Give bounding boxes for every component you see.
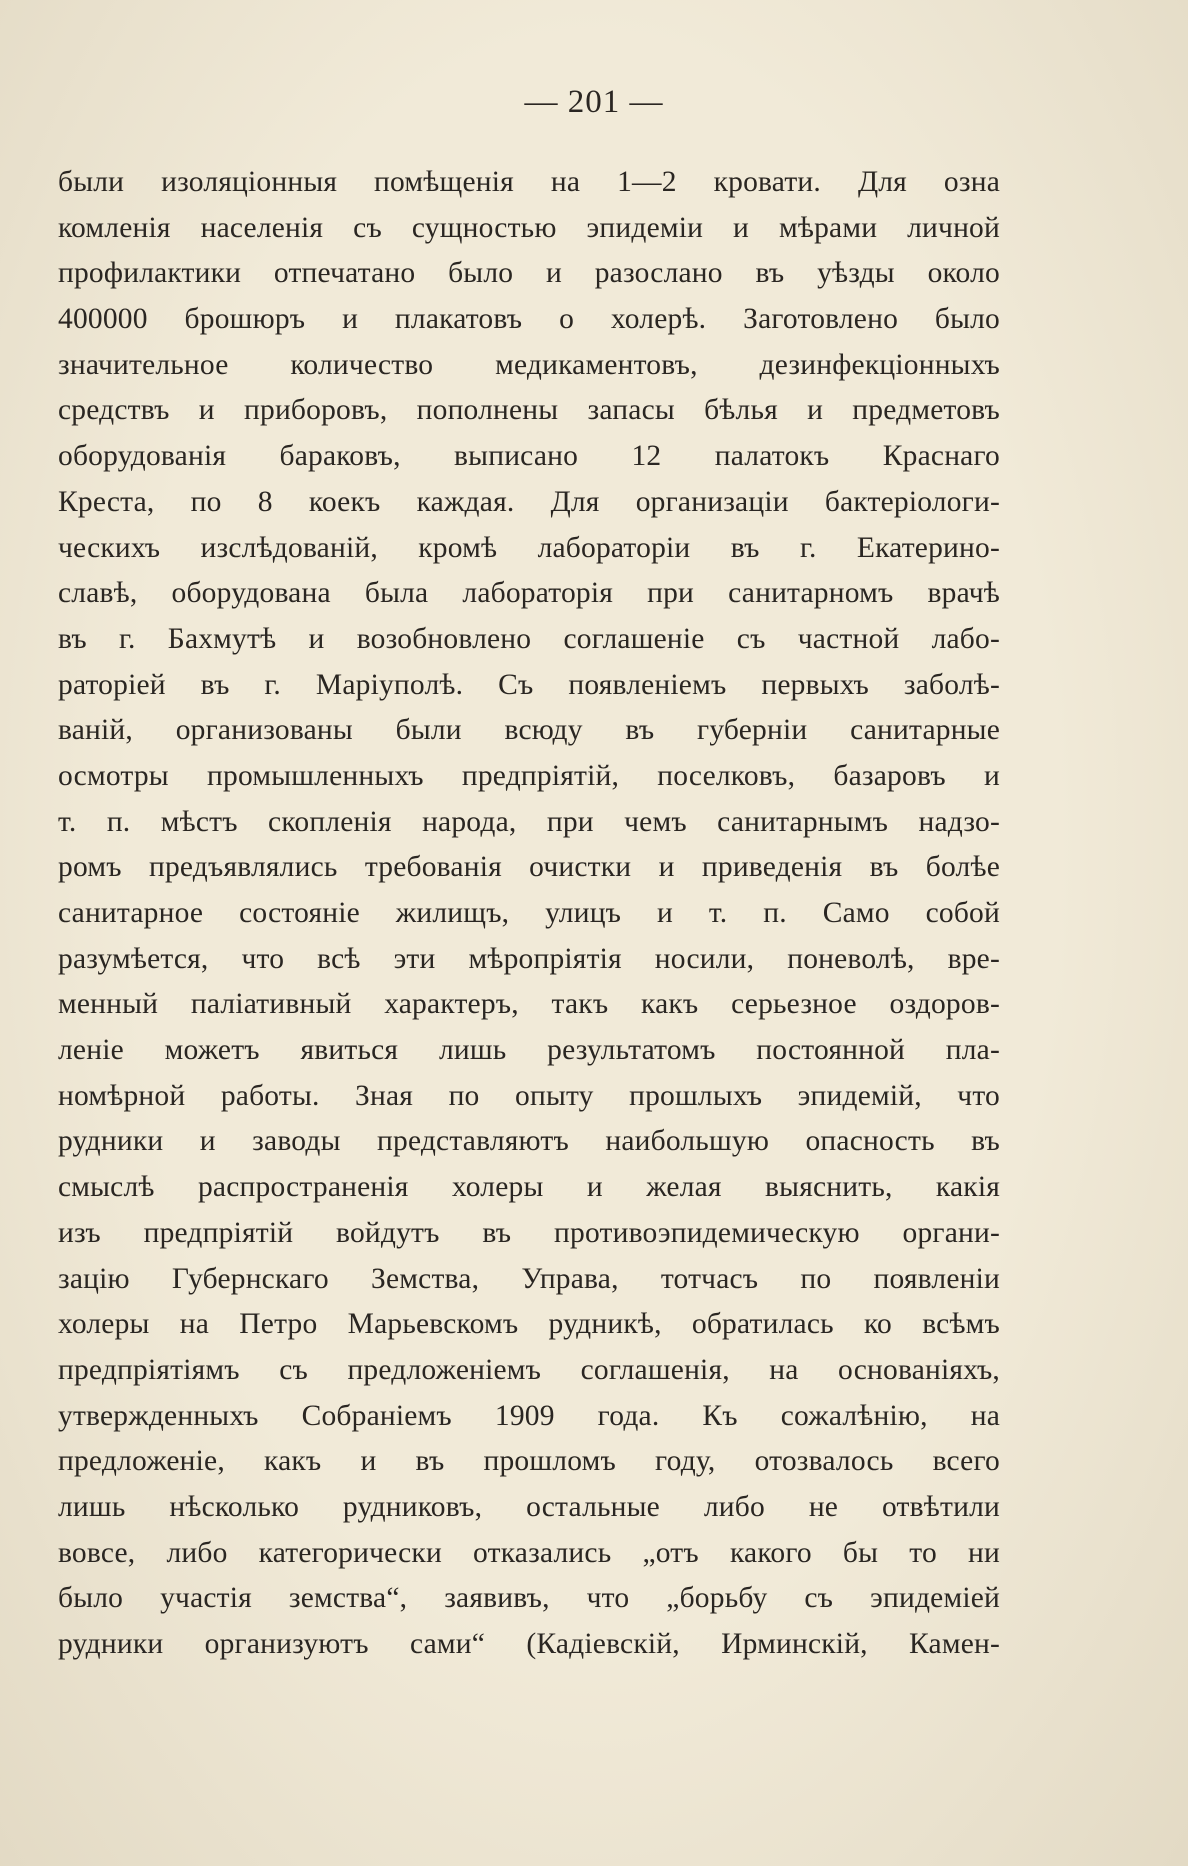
text-line: лишь нѣсколько рудниковъ, остальные либо не отвѣтили	[58, 1490, 1000, 1523]
text-line: въ г. Бахмутѣ и возобновлено соглашеніе съ частной лабо-	[58, 622, 1000, 655]
text-line: зацію Губернскаго Земства, Управа, тотчасъ по появленіи	[58, 1262, 1000, 1295]
text-line: ромъ предъявлялись требованія очистки и приведенія въ болѣе	[58, 851, 1000, 884]
text-line: предпріятіямъ съ предложеніемъ соглашенія, на основаніяхъ,	[58, 1353, 1000, 1386]
text-line: славѣ, оборудована была лабораторія при санитарномъ врачѣ	[58, 577, 1000, 610]
text-line: менный паліативный характеръ, такъ какъ серьезное оздоров-	[58, 988, 1000, 1021]
text-line: предложеніе, какъ и въ прошломъ году, отозвалось всего	[58, 1445, 1000, 1478]
text-line: изъ предпріятій войдутъ въ противоэпидемическую органи-	[58, 1216, 1000, 1249]
text-line: раторіей въ г. Маріуполѣ. Съ появленіемъ первыхъ заболѣ-	[58, 668, 1000, 701]
text-line: были изоляціонныя помѣщенія на 1—2 кровати. Для озна	[58, 166, 1000, 198]
text-line: средствъ и приборовъ, пополнены запасы бѣлья и предметовъ	[58, 394, 1000, 427]
body-text	[58, 160, 1000, 1668]
text-line: леніе можетъ явиться лишь результатомъ постоянной пла-	[58, 1034, 1000, 1067]
text-line: рудники организуютъ сами“ (Кадіевскій, Ирминскій, Камен-	[58, 1628, 1000, 1660]
text-line: было участія земства“, заявивъ, что „борьбу съ эпидеміей	[58, 1582, 1000, 1615]
text-line: ческихъ изслѣдованій, кромѣ лабораторіи въ г. Екатерино-	[58, 531, 1000, 564]
text-line: санитарное состояніе жилищъ, улицъ и т. п. Само собой	[58, 897, 1000, 929]
text-line: осмотры промышленныхъ предпріятій, поселковъ, базаровъ и	[58, 759, 1000, 792]
text-line: ваній, организованы были всюду въ губерніи санитарные	[58, 714, 1000, 747]
text-line: Креста, по 8 коекъ каждая. Для организаціи бактеріологи-	[58, 485, 1000, 518]
text-line: разумѣется, что всѣ эти мѣропріятія носили, поневолѣ, вре-	[58, 942, 1000, 975]
text-line: т. п. мѣстъ скопленія народа, при чемъ санитарнымъ надзо-	[58, 805, 1000, 838]
text-line: комленія населенія съ сущностью эпидеміи и мѣрами личной	[58, 211, 1000, 244]
text-line: оборудованія бараковъ, выписано 12 палатокъ Краснаго	[58, 440, 1000, 473]
text-line: вовсе, либо категорически отказались „отъ какого бы то ни	[58, 1536, 1000, 1569]
text-line: смыслѣ распространенія холеры и желая выяснить, какія	[58, 1171, 1000, 1204]
page-number: — 201 —	[524, 84, 664, 120]
text-line: 400000 брошюръ и плакатовъ о холерѣ. Заготовлено было	[58, 303, 1000, 336]
text-line: рудники и заводы представляютъ наибольшую опасность въ	[58, 1125, 1000, 1158]
text-line: холеры на Петро Марьевскомъ рудникѣ, обратилась ко всѣмъ	[58, 1308, 1000, 1341]
text-line: номѣрной работы. Зная по опыту прошлыхъ эпидемій, что	[58, 1079, 1000, 1112]
text-line: утвержденныхъ Собраніемъ 1909 года. Къ сожалѣнію, на	[58, 1399, 1000, 1432]
text-line: значительное количество медикаментовъ, дезинфекціонныхъ	[58, 348, 1000, 381]
text-line: профилактики отпечатано было и разослано въ уѣзды около	[58, 257, 1000, 290]
